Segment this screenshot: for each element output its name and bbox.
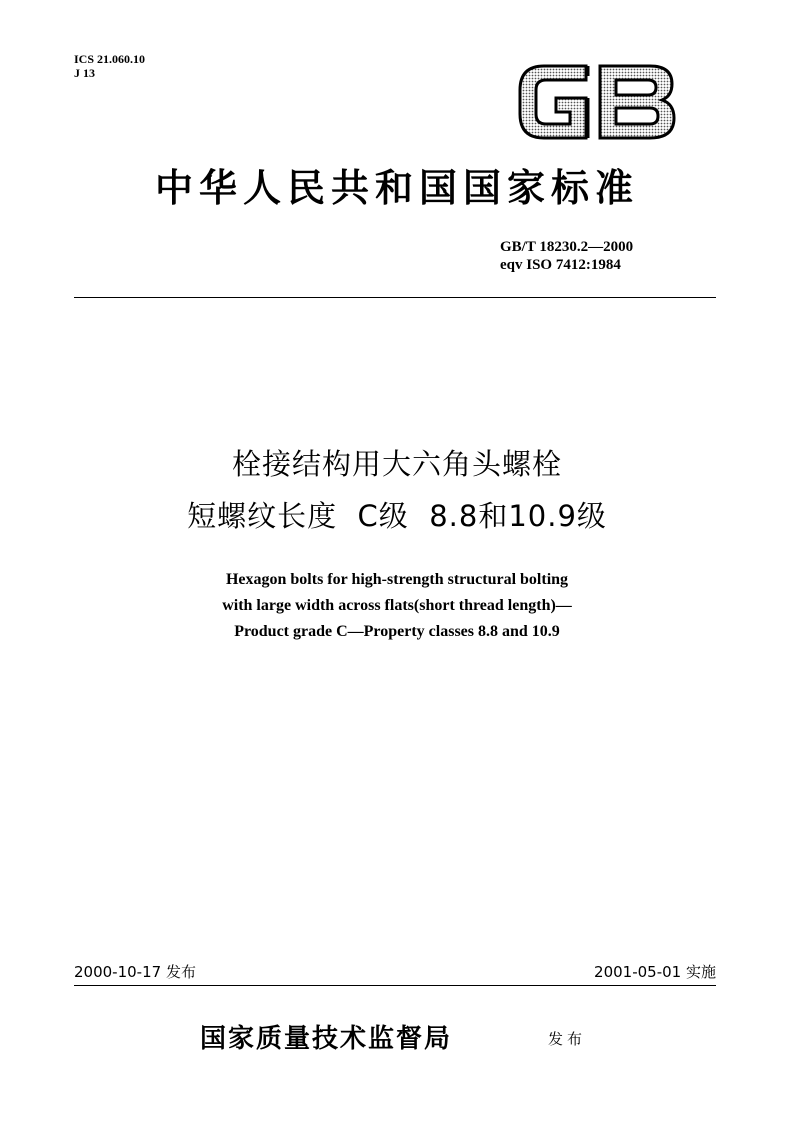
- implementation-date: 2001-05-01 实施: [594, 963, 716, 981]
- english-title-line-2: with large width across flats(short thread length)—: [222, 597, 572, 614]
- gb-logo-icon: [516, 62, 676, 142]
- chinese-title-line-2: 短螺纹长度 C级 8.8和10.9级: [187, 499, 607, 533]
- header-divider: [74, 297, 716, 298]
- iso-equivalence: eqv ISO 7412:1984: [500, 257, 621, 273]
- national-standard-title: 中华人民共和国国家标准: [154, 165, 639, 210]
- english-title: [0, 567, 794, 645]
- english-title-line-3: Product grade C—Property classes 8.8 and 10.9: [234, 623, 560, 640]
- ics-code: ICS 21.060.10: [74, 52, 146, 66]
- issue-action: 发布: [548, 1030, 587, 1048]
- issue-date: 2000-10-17 发布: [74, 963, 196, 981]
- standard-code: GB/T 18230.2—2000: [500, 239, 634, 255]
- ccs-code: J 13: [74, 66, 95, 80]
- english-title-line-1: Hexagon bolts for high-strength structural bolting: [225, 571, 569, 588]
- issuing-authority: 国家质量技术监督局: [200, 1024, 453, 1054]
- standard-number-block: [500, 238, 633, 274]
- footer-divider: [74, 985, 716, 986]
- classification-codes: [74, 52, 145, 80]
- chinese-title-line-1: 栓接结构用大六角头螺栓: [231, 447, 562, 481]
